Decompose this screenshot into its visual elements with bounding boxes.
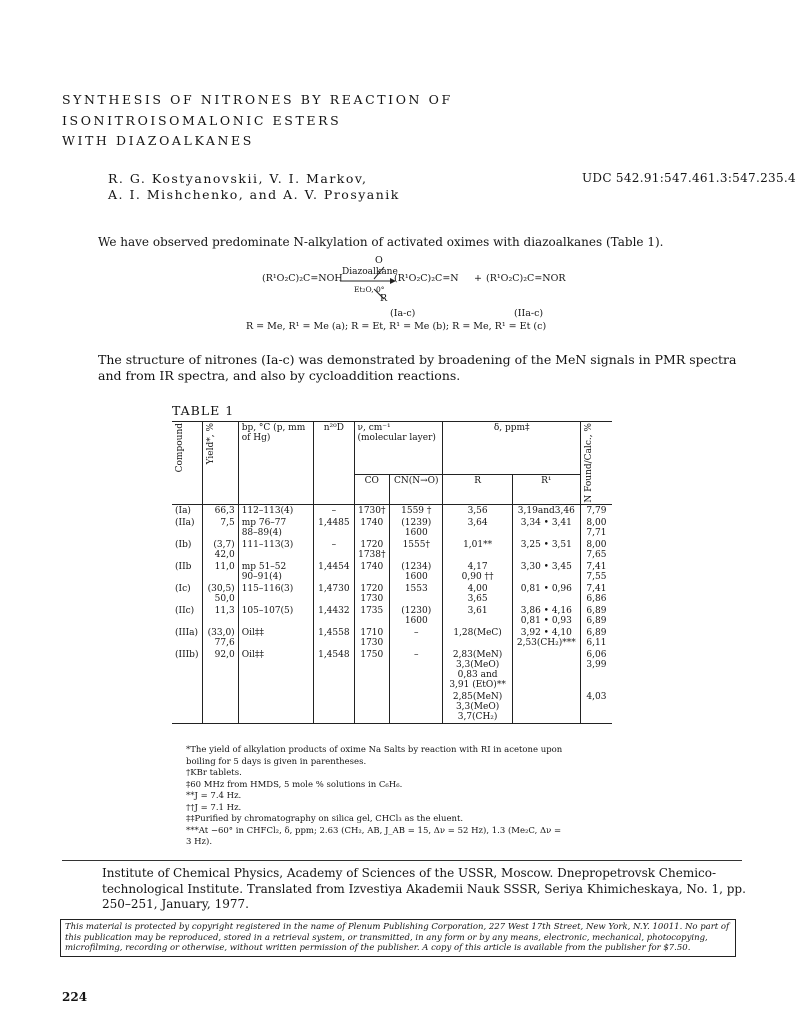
reaction-arrow-icon bbox=[340, 278, 396, 284]
cell-yield bbox=[203, 691, 238, 724]
cell-co: 1735 bbox=[354, 605, 390, 627]
cell-yield: 92,0 bbox=[203, 649, 238, 691]
cell-r: 3,61 bbox=[443, 605, 512, 627]
header-bp: bp, °C (p, mm of Hg) bbox=[238, 422, 314, 505]
cell-compound: (IIa) bbox=[172, 517, 203, 539]
cell-bp: 115–116(3) bbox=[238, 583, 314, 605]
cell-bp: Oil‡‡ bbox=[238, 649, 314, 691]
cell-r1: 3,19and3,46 bbox=[512, 504, 580, 517]
reaction-scheme bbox=[234, 255, 654, 335]
col-yield bbox=[203, 422, 238, 505]
cell-co: 1720 1738† bbox=[354, 539, 390, 561]
table-row bbox=[172, 504, 612, 517]
product1-label: (Ia-c) bbox=[390, 308, 416, 319]
reagent-label: Diazoalkane bbox=[342, 267, 398, 277]
cell-r: 1,28(MeC) bbox=[443, 627, 512, 649]
title-line: WITH DIAZOALKANES bbox=[62, 133, 254, 148]
footnote: ‡‡Purified by chromatography on silica gel, CHCl₃ as the eluent. bbox=[186, 814, 464, 824]
page-number: 224 bbox=[62, 990, 88, 1004]
cell-r: 3,64 bbox=[443, 517, 512, 539]
paragraph-text: The structure of nitrones (Ia-c) was demonstrated by broadening of the MeN signals in PMR spectra and from IR spectra, and also by cycloaddition reactions. bbox=[98, 352, 737, 383]
affiliation-text: Institute of Chemical Physics, Academy of Sciences of the USSR, Moscow. Dnepropetrovsk Chemico-technological Institute. Translated from Izvestiya Akademii Nauk SSSR, Seriya Khimicheskaya, No. 1, pp. 250–251, January, 1977. bbox=[102, 866, 746, 911]
table-row bbox=[172, 605, 612, 627]
cell-bp: 112–113(4) bbox=[238, 504, 314, 517]
udc-code: UDC 542.91:547.461.3:547.235.4 bbox=[582, 171, 796, 185]
footnote: 3 Hz). bbox=[186, 837, 213, 847]
cell-r1 bbox=[512, 649, 580, 691]
cell-n: 6,06 3,99 bbox=[586, 649, 607, 670]
table-body bbox=[172, 504, 612, 723]
header-cn: CN(N→O) bbox=[390, 474, 443, 504]
table-caption: TABLE 1 bbox=[172, 403, 235, 418]
cell-co: 1710 1730 bbox=[354, 627, 390, 649]
table-row bbox=[172, 691, 612, 724]
footnote: ††J = 7.1 Hz. bbox=[186, 802, 242, 813]
footnote: boiling for 5 days is given in parentheses. bbox=[186, 756, 367, 767]
cell-n: 8,00 7,71 bbox=[586, 517, 607, 538]
cell-compound: (Ia) bbox=[172, 504, 203, 517]
cell-cn: – bbox=[390, 649, 443, 691]
cell-n: 7,79 bbox=[586, 505, 607, 516]
cell-r: 1,01** bbox=[443, 539, 512, 561]
cell-r1: 3,30 • 3,45 bbox=[512, 561, 580, 583]
cell-r: 4,00 3,65 bbox=[443, 583, 512, 605]
affiliation bbox=[62, 866, 752, 913]
cell-n: 4,03 bbox=[586, 691, 607, 702]
cell-r: 4,17 0,90 †† bbox=[443, 561, 512, 583]
cell-nd: 1,4485 bbox=[314, 517, 354, 539]
cell-co: 1740 bbox=[354, 517, 390, 539]
header-yield: Yield*, % bbox=[206, 423, 217, 465]
oxygen-label: O bbox=[375, 255, 383, 266]
cell-n: 7,41 6,86 bbox=[586, 583, 607, 604]
header-n: N Found/Calc., % bbox=[583, 423, 594, 503]
cell-nd: 1,4730 bbox=[314, 583, 354, 605]
authors bbox=[108, 171, 400, 203]
cell-yield: (30,5) 50,0 bbox=[203, 583, 238, 605]
authors-line: R. G. Kostyanovskii, V. I. Markov, bbox=[108, 171, 368, 186]
cell-nd: – bbox=[314, 504, 354, 517]
r-substituent: R bbox=[380, 293, 388, 304]
substituent-definitions: R = Me, R¹ = Me (a); R = Et, R¹ = Me (b); R = Me, R¹ = Et (c) bbox=[246, 321, 547, 332]
cell-compound: (IIb bbox=[172, 561, 203, 583]
cell-compound: (IIIa) bbox=[172, 627, 203, 649]
cell-nd: 1,4548 bbox=[314, 649, 354, 691]
cell-compound: (IIIb) bbox=[172, 649, 203, 691]
cell-yield: 11,3 bbox=[203, 605, 238, 627]
footnote: **J = 7.4 Hz. bbox=[186, 791, 242, 801]
cell-cn: 1553 bbox=[390, 583, 443, 605]
conditions-label: Et₂O, 0° bbox=[354, 285, 385, 294]
cell-r: 3,56 bbox=[443, 504, 512, 517]
cell-bp: mp 51–52 90–91(4) bbox=[238, 561, 314, 583]
cell-nd: – bbox=[314, 539, 354, 561]
cell-nd: 1,4454 bbox=[314, 561, 354, 583]
cell-cn: 1555† bbox=[390, 539, 443, 561]
cell-co: 1740 bbox=[354, 561, 390, 583]
cell-yield: 11,0 bbox=[203, 561, 238, 583]
cell-compound: (Ic) bbox=[172, 583, 203, 605]
product2-label: (IIa-c) bbox=[514, 308, 544, 319]
body-paragraph bbox=[62, 352, 762, 384]
cell-cn: (1239) 1600 bbox=[390, 517, 443, 539]
cell-n: 6,89 6,11 bbox=[586, 627, 607, 648]
cell-yield: (3,7) 42,0 bbox=[203, 539, 238, 561]
header-compound: Compound bbox=[175, 423, 185, 473]
header-r: R bbox=[443, 474, 512, 504]
cell-n: 8,00 7,65 bbox=[586, 539, 607, 560]
cell-r: 2,83(MeN) 3,3(MeO) 0,83 and 3,91 (EtO)** bbox=[443, 649, 512, 691]
copyright-notice: This material is protected by copyright registered in the name of Plenum Publishing Corporation, 227 West 17th Street, New York, N.Y. 10011. No part of this publication may be reproduced, stored in a retrieval system, or transmitted, in any form or by any means, electronic, mechanical, photocopying, microfilming, recording or otherwise, without written permission of the publisher. A copy of this article is available from the publisher for $7.50. bbox=[60, 919, 736, 957]
cell-r1: 3,34 • 3,41 bbox=[512, 517, 580, 539]
cell-co: 1750 bbox=[354, 649, 390, 691]
data-table bbox=[172, 421, 612, 724]
plus-sign: + bbox=[474, 273, 482, 284]
cell-cn: – bbox=[390, 627, 443, 649]
cell-co: 1720 1730 bbox=[354, 583, 390, 605]
cell-r1: 3,92 • 4,10 2,53(CH₂)*** bbox=[512, 627, 580, 649]
cell-bp: Oil‡‡ bbox=[238, 627, 314, 649]
cell-bp: 111–113(3) bbox=[238, 539, 314, 561]
cell-r1: 3,25 • 3,51 bbox=[512, 539, 580, 561]
cell-r1: 0,81 • 0,96 bbox=[512, 583, 580, 605]
col-n bbox=[580, 422, 612, 505]
cell-cn: (1230) 1600 bbox=[390, 605, 443, 627]
cell-bp bbox=[238, 691, 314, 724]
table-row bbox=[172, 627, 612, 649]
cell-compound: (IIc) bbox=[172, 605, 203, 627]
cell-r: 2,85(MeN) 3,3(MeO) 3,7(CH₂) bbox=[443, 691, 512, 724]
cell-cn: 1559 † bbox=[390, 504, 443, 517]
header-delta: δ, ppm‡ bbox=[443, 422, 580, 475]
product2-formula: (R¹O₂C)₂C=NOR bbox=[486, 273, 566, 284]
col-compound bbox=[172, 422, 203, 505]
cell-r1: 3,86 • 4,16 0,81 • 0,93 bbox=[512, 605, 580, 627]
table-row bbox=[172, 583, 612, 605]
title-line: ISONITROISOMALONIC ESTERS bbox=[62, 112, 342, 128]
abstract-text: We have observed predominate N-alkylation of activated oximes with diazoalkanes (Table 1). bbox=[98, 235, 664, 249]
cell-nd bbox=[314, 691, 354, 724]
footnote: ***At −60° in CHFCl₂, δ, ppm; 2.63 (CH₂, AB, J_AB = 15, Δν = 52 Hz), 1.3 (Me₂C, Δν = bbox=[186, 825, 562, 836]
header-nu: ν, cm⁻¹ (molecular layer) bbox=[354, 422, 443, 475]
footnote: †KBr tablets. bbox=[186, 768, 242, 778]
authors-line: A. I. Mishchenko, and A. V. Prosyanik bbox=[108, 187, 400, 202]
table-row bbox=[172, 649, 612, 691]
cell-compound: (Ib) bbox=[172, 539, 203, 561]
cell-bp: 105–107(5) bbox=[238, 605, 314, 627]
cell-nd: 1,4558 bbox=[314, 627, 354, 649]
product1-formula: (R¹O₂C)₂C=N bbox=[394, 273, 459, 284]
cell-cn bbox=[390, 691, 443, 724]
cell-r1 bbox=[512, 691, 580, 724]
cell-co: 1730† bbox=[354, 504, 390, 517]
footnote: *The yield of alkylation products of oxime Na Salts by reaction with RI in acetone upon bbox=[186, 745, 563, 755]
table-row bbox=[172, 561, 612, 583]
header-nd: n²⁰D bbox=[314, 422, 354, 505]
cell-bp: mp 76–77 88–89(4) bbox=[238, 517, 314, 539]
cell-co bbox=[354, 691, 390, 724]
cell-nd: 1,4432 bbox=[314, 605, 354, 627]
cell-yield: 66,3 bbox=[203, 504, 238, 517]
header-r1: R¹ bbox=[512, 474, 580, 504]
cell-n: 7,41 7,55 bbox=[586, 561, 607, 582]
cell-yield: 7,5 bbox=[203, 517, 238, 539]
table-row bbox=[172, 517, 612, 539]
title-line: SYNTHESIS OF NITRONES BY REACTION OF bbox=[62, 92, 453, 107]
separator-rule bbox=[62, 860, 742, 861]
article-title bbox=[62, 90, 453, 152]
cell-yield: (33,0) 77,6 bbox=[203, 627, 238, 649]
table-row bbox=[172, 539, 612, 561]
reactant-formula: (R¹O₂C)₂C=NOH bbox=[262, 273, 343, 284]
cell-compound bbox=[172, 691, 203, 724]
footnote: ‡60 MHz from HMDS, 5 mole % solutions in C₆H₆. bbox=[186, 779, 403, 790]
table-footnotes bbox=[186, 745, 616, 849]
header-co: CO bbox=[354, 474, 390, 504]
cell-n: 6,89 6,89 bbox=[586, 605, 607, 626]
cell-cn: (1234) 1600 bbox=[390, 561, 443, 583]
